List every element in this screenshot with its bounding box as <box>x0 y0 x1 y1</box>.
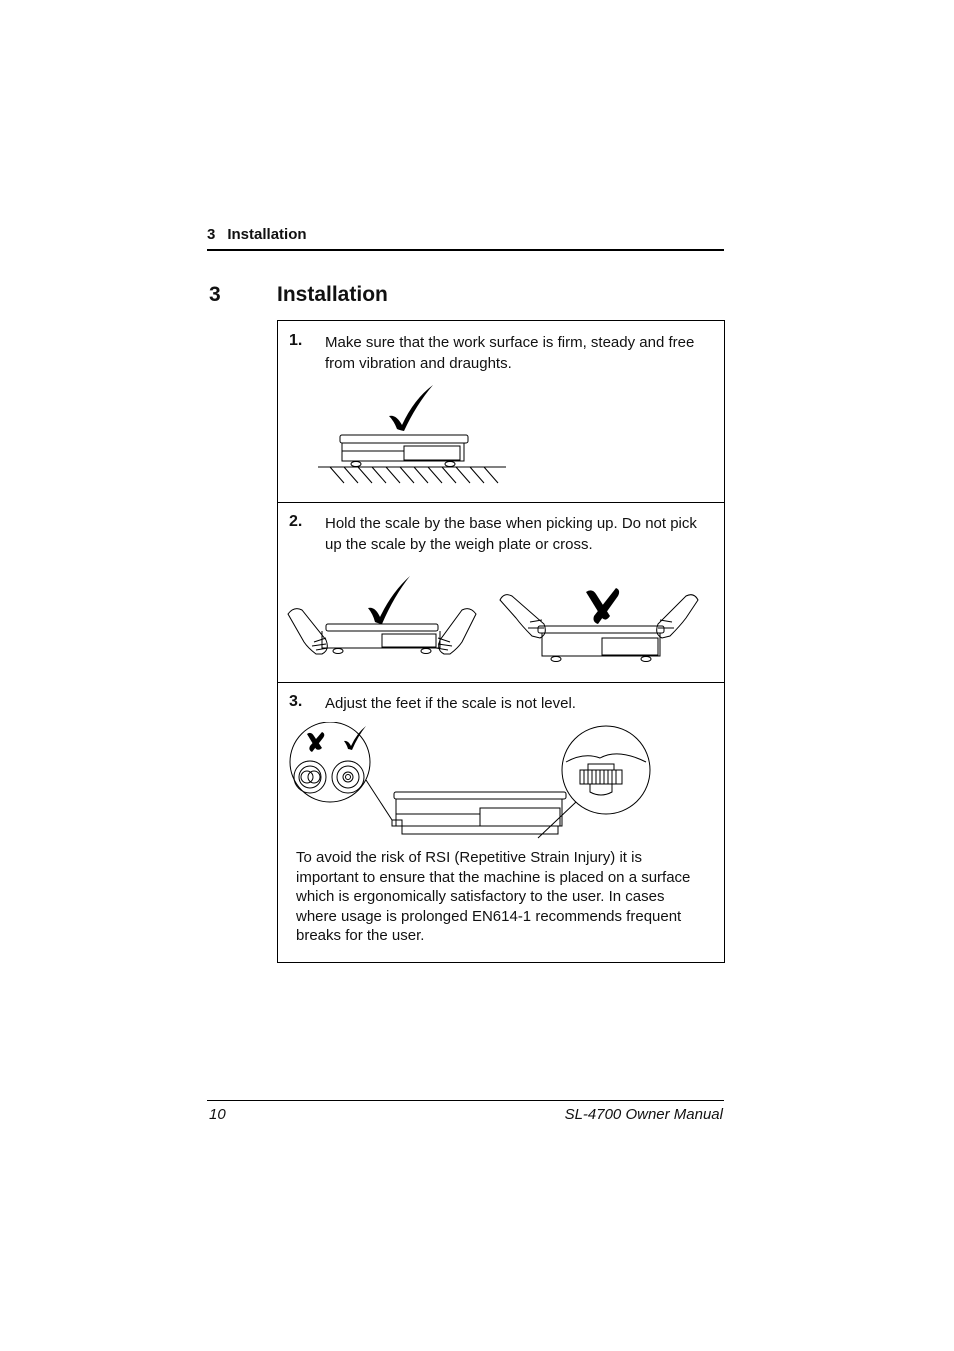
step-text: Adjust the feet if the scale is not level. <box>325 695 576 712</box>
checkmark-icon <box>344 726 366 750</box>
step-number: 3. <box>289 693 303 710</box>
footer-rule <box>207 1100 724 1101</box>
step-text: Hold the scale by the base when picking up. Do not pick up the scale by the weigh plate or cross. <box>325 515 697 553</box>
off-level-bubble-icon <box>294 761 326 793</box>
step-number: 2. <box>289 513 303 530</box>
step-3 <box>278 682 724 962</box>
scale-on-surface-illustration <box>316 379 516 489</box>
manual-title: SL-4700 Owner Manual <box>564 1106 723 1123</box>
rsi-warning-note: To avoid the risk of RSI (Repetitive Strain Injury) it is important to ensure that the machine is placed on a surface which is ergonomically satisfactory to the user. In cases where usage is prolonged EN614-1 recommends frequent breaks for the user. <box>296 849 691 944</box>
chapter-title: Installation <box>277 283 388 306</box>
level-feet-illustration <box>284 722 654 842</box>
running-header-number: 3 <box>207 226 216 243</box>
right-hand-icon <box>657 595 698 638</box>
chapter-number: 3 <box>209 283 221 306</box>
checkmark-icon <box>368 576 410 624</box>
adjustable-foot-icon <box>580 764 622 795</box>
step-number: 1. <box>289 332 303 349</box>
step-2 <box>278 502 724 683</box>
right-hand-icon <box>436 609 476 654</box>
running-header-title: Installation <box>227 226 307 243</box>
incorrect-lift-illustration <box>498 572 703 682</box>
page-number: 10 <box>209 1106 226 1123</box>
step-text: Make sure that the work surface is firm, steady and free from vibration and draughts. <box>325 334 695 372</box>
cross-icon <box>307 732 324 752</box>
cross-icon <box>586 588 619 624</box>
installation-steps-box <box>277 320 725 963</box>
step-1 <box>278 321 724 503</box>
header-rule <box>207 249 724 251</box>
correct-lift-illustration <box>286 572 486 682</box>
running-header <box>207 226 307 243</box>
level-bubble-icon <box>332 761 364 793</box>
checkmark-icon <box>389 385 433 431</box>
